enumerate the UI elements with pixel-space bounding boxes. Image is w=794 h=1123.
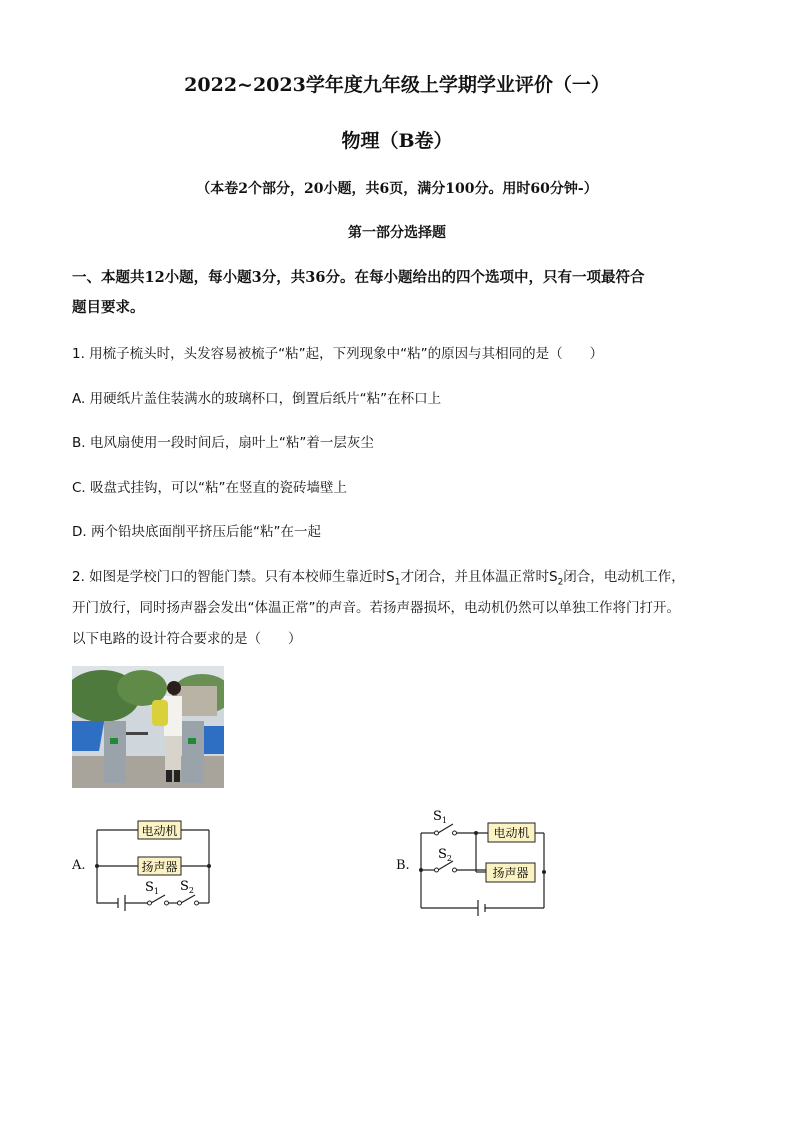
question-1-option-b: B. 电风扇使用一段时间后，扇叶上“粘”着一层灰尘 [72,435,374,451]
page-subtitle: 物理（B卷） [341,130,453,152]
question-1-option-a: A. 用硬纸片盖住装满水的玻璃杯口，倒置后纸片“粘”在杯口上 [72,391,442,407]
option-b-label: B. [396,858,410,873]
question-1-option-d: D. 两个铅块底面削平挤压后能“粘”在一起 [72,524,321,540]
circuit-b [416,806,566,928]
question-1-stem: 1. 用梳子梳头时，头发容易被梳子“粘”起，下列现象中“粘”的原因与其相同的是（ ） [72,346,604,362]
switch-s1-label-a: $S_1$ [145,880,159,896]
exam-note: （本卷2个部分，20小题，共6页，满分100分。用时60分钟-） [196,181,598,197]
motor-label-b: 电动机 [493,826,530,840]
page-title: 2022~2023学年度九年级上学期学业评价（一） [184,74,610,96]
section-instruction-line1: 一、本题共12小题，每小题3分，共36分。在每小题给出的四个选项中，只有一项最符合 [72,269,645,286]
question-1-option-c: C. 吸盘式挂钩，可以“粘”在竖直的瓷砖墙壁上 [72,480,347,496]
part-heading: 第一部分选择题 [348,225,446,241]
motor-label-a: 电动机 [141,824,178,838]
question-2-line1: 2. 如图是学校门口的智能门禁。只有本校师生靠近时$S_1$才闭合，并且体温正常时$S_2$闭合，电动机工作， [72,569,685,588]
switch-s1-label-b: $S_1$ [433,809,447,825]
speaker-label-a: 扬声器 [141,860,178,874]
switch-s2-label-a: $S_2$ [180,879,194,895]
switch-s2-label-b: $S_2$ [438,847,452,863]
gate-photo [72,666,224,788]
speaker-label-b: 扬声器 [492,866,529,880]
section-instruction-line2: 题目要求。 [72,299,145,316]
question-2-line2: 开门放行，同时扬声器会发出“体温正常”的声音。若扬声器损坏，电动机仍然可以单独工作将门打开。 [72,600,680,616]
circuit-a [70,816,220,915]
option-a-label: A. [72,858,86,873]
question-2-line3: 以下电路的设计符合要求的是（ ） [72,631,302,647]
